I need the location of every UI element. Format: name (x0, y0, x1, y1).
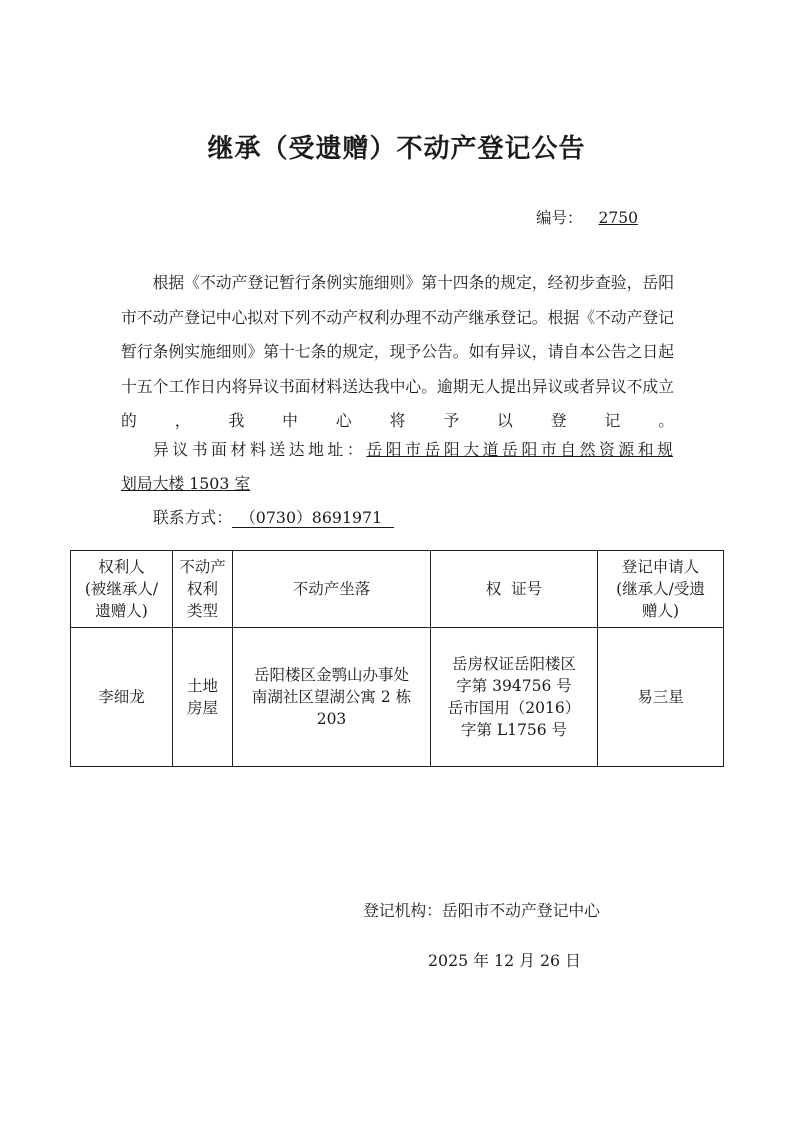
cell-location-line: 南湖社区望湖公寓 2 栋 (251, 688, 412, 706)
cell-location-line: 岳阳楼区金鹗山办事处 (253, 666, 409, 684)
cell-location (233, 628, 431, 767)
table-row (71, 628, 724, 767)
header-applicant (598, 551, 724, 628)
header-applicant-line: 赠人) (641, 602, 680, 620)
header-applicant-line: 登记申请人 (621, 558, 700, 576)
header-holder-line: (被继承人/ (84, 580, 159, 598)
cell-cert-line: 字第 L1756 号 (460, 721, 568, 739)
registration-org: 登记机构：岳阳市不动产登记中心 (363, 901, 600, 920)
notice-date: 2025 年 12 月 26 日 (428, 951, 581, 970)
cell-cert-line: 岳市国用（2016） (447, 699, 581, 717)
header-holder-line: 遗赠人) (95, 602, 148, 620)
table-header-row (71, 551, 724, 628)
property-table (70, 550, 724, 767)
contact-label: 联系方式： (153, 508, 232, 527)
address-line-1 (153, 437, 673, 460)
address-value-2: 划局大楼 1503 室 (121, 474, 251, 493)
contact-line (153, 505, 394, 528)
serial-value: 2750 (598, 209, 638, 227)
contact-phone: （0730）8691971 (232, 509, 394, 528)
header-type-line: 不动产 (179, 558, 226, 576)
cell-location-line: 203 (316, 710, 347, 728)
serial-label: 编号： (536, 209, 583, 227)
address-line-2 (121, 471, 250, 494)
notice-paragraph: 根据《不动产登记暂行条例实施细则》第十四条的规定，经初步查验，岳阳市不动产登记中心拟对下列不动产权利办理不动产继承登记。根据《不动产登记暂行条例实施细则》第十七条的规定，现予公告。如有异议，请自本公告之日起十五个工作日内将异议书面材料送达我中心。逾期无人提出异议或者异议不成立的，我中心将予以登记。 (121, 273, 674, 430)
address-value-1: 岳阳市岳阳大道岳阳市自然资源和规 (366, 440, 673, 459)
cell-type-line: 土地 (186, 677, 218, 695)
cell-cert-line: 字第 394756 号 (456, 677, 572, 695)
cell-cert (431, 628, 598, 767)
header-type-line: 权利 (186, 580, 218, 598)
header-location: 不动产坐落 (233, 551, 431, 628)
page-title: 继承（受遗赠）不动产登记公告 (207, 134, 586, 164)
address-label: 异议书面材料送达地址： (153, 440, 367, 459)
notice-body (121, 266, 674, 439)
cell-type (173, 628, 233, 767)
header-type-line: 类型 (186, 602, 218, 620)
header-cert: 权 证号 (431, 551, 598, 628)
cell-cert-line: 岳房权证岳阳楼区 (451, 655, 576, 673)
header-applicant-line: (继承人/受遗 (616, 580, 705, 598)
header-type (173, 551, 233, 628)
cell-type-line: 房屋 (186, 699, 218, 717)
header-holder-line: 权利人 (98, 558, 145, 576)
cell-applicant: 易三星 (598, 628, 724, 767)
serial-number (536, 206, 638, 228)
cell-holder: 李细龙 (71, 628, 173, 767)
header-holder (71, 551, 173, 628)
